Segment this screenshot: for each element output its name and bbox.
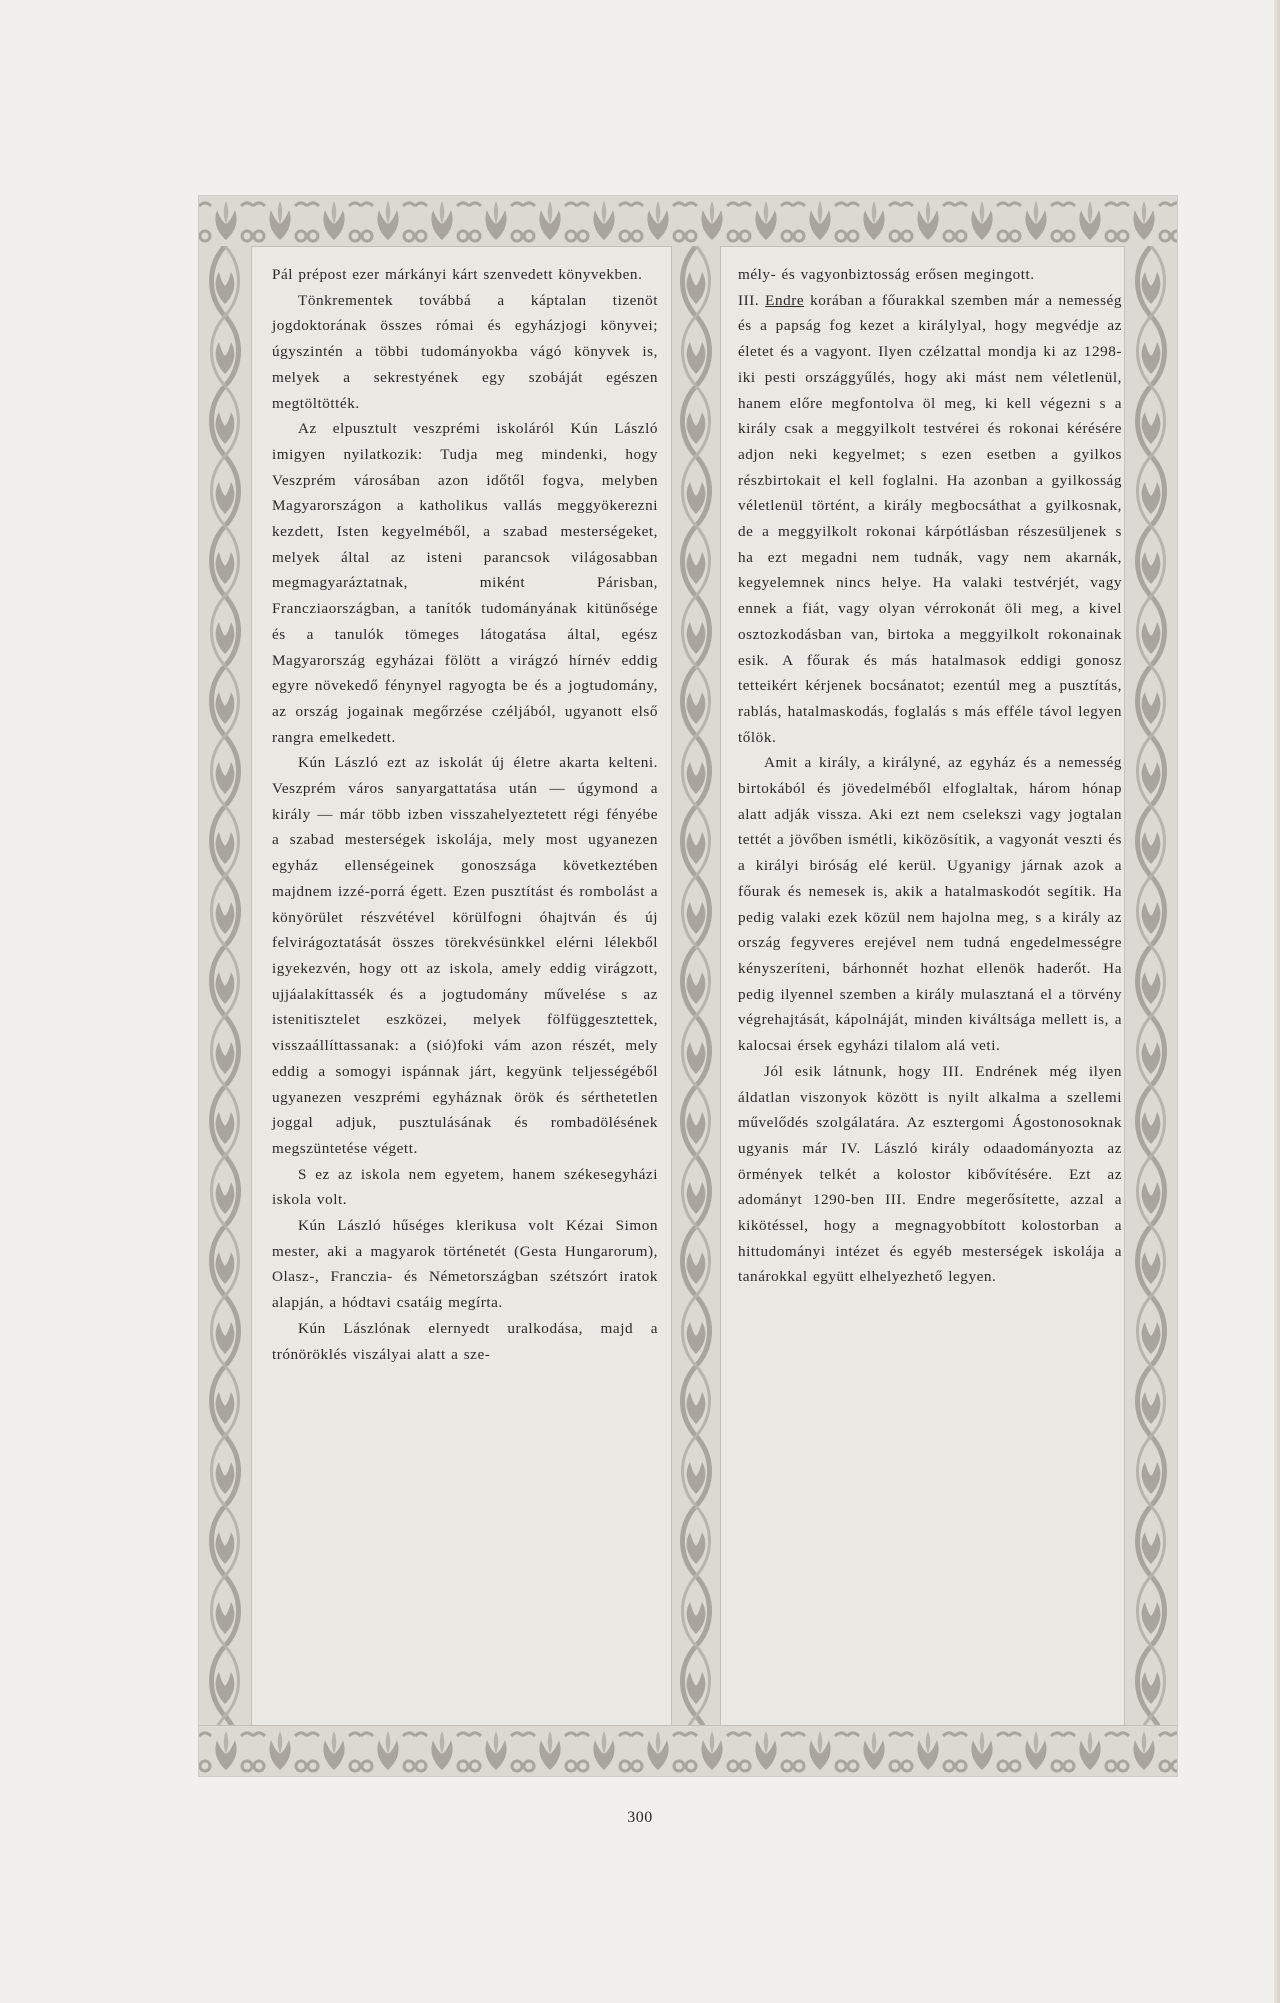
underlined-name: Endre [765,291,805,309]
palmette-ornament-top [199,196,1177,246]
scroll-ornament-center [672,246,720,1726]
page-edge-shadow [1274,0,1280,2003]
palmette-ornament-bottom [199,1726,1177,1776]
page-number: 300 [627,1809,653,1826]
left-text-column [272,262,658,1367]
scroll-ornament-right [1125,246,1177,1726]
paragraph: Kún László ezt az iskolát új életre akarta kelteni. Veszprém város sanyargattatása után — úgymond a király — már több izben visszahelyeztetett régi fényébe a szabad mesterségek iskolája, mely most ugyanezen egyház ellenségeinek gonoszsága következtében majdnem izzé-porrá égett. Ezen pusztítást és rombolást a könyörület részvétével körülfogni óhajtván és új felvirágoztatását összes törekvésünkkel elérni lélekből igyekezvén, hogy ott az iskola, amely eddig virágzott, ujjáalakíttassék és a jogtudomány művelése s az istenitisztelet eszközei, melyek fölfüggesztettek, visszaállíttassanak: a (sió)foki vám azon részét, mely eddig a somogyi ispánnak járt, kegyünk teljességéből ugyanezen veszprémi egyháznak örök és sérthetetlen joggal adjuk, pusztulásának és rombadölésének megszüntetése végett. [272,754,658,1157]
paragraph: mély- és vagyonbiztosság erősen megingott. [738,266,1035,283]
paragraph: Kún Lászlónak elernyedt uralkodása, majd a trónöröklés viszályai alatt a sze- [272,1319,658,1363]
paragraph: Amit a király, a királyné, az egyház és a nemesség birtokából és jövedelméből elfoglaltak, három hónap alatt adják vissza. Aki ezt nem cselekszi vagy jogtalan tettét a jövőben ismétli, kiközösítik, a vagyonát veszti és a királyi biróság elé kerül. Ugyanigy járnak azok a főurak és nemesek is, akik a hatalmaskodót segítik. Ha pedig valaki ezek közül nem hajolna meg, s a király az ország fegyveres erejével nem tudná engedelmességre kényszeríteni, bárhonnét hozhat ellenök haderőt. Ha pedig ilyennel szemben a király mulasztaná el a törvény végrehajtását, kápolnáját, minden kiváltsága mellett is, a kalocsai érsek egyházi tilalom alá veti. [738,754,1122,1055]
left-ornament-band [199,246,252,1726]
paragraph: Jól esik látnunk, hogy III. Endrének még ilyen áldatlan viszonyok között is nyilt alkalma a szellemi művelődés szolgálatára. Az esztergomi Ágostonosoknak ugyanis már IV. László király odaadományozta az örmények telkét a kolostor kibővítésére. Ezt az adományt 1290-ben III. Endre megerősítette, azzal a kikötéssel, hogy a megnagyobbított kolostorban a hittudományi intézet és egyéb mesterségek iskolája a tanárokkal együtt elhelyezhető legyen. [738,1062,1122,1286]
paragraph: Pál prépost ezer márkányi kárt szenvedett könyvekben. [272,266,643,283]
paragraph: Kún László hűséges klerikusa volt Kézai Simon mester, aki a magyarok történetét (Gesta Hungarorum), Olasz-, Franczia- és Németországban szétszórt iratok alapján, a hódtavi csatáig megírta. [272,1217,658,1312]
center-ornament-band [671,246,721,1726]
paragraph: S ez az iskola nem egyetem, hanem székesegyházi iskola volt. [272,1165,658,1209]
right-ornament-band [1124,246,1177,1726]
paragraph: III. Endre korában a főurakkal szemben már a nemesség és a papság fog kezet a királylyal, hogy megvédje az életet és a vagyont. Ilyen czélzattal mondja ki az 1298-iki pesti országgyűlés, hogy aki mást nem véletlenül, hanem előre megfontolva öl meg, ki kell végezni s a király csak a meggyilkolt testvérei és rokonai kérésére adjon neki kegyelmet; s ezen esetben a gyilkos részbirtokait el kell foglalni. Ha azonban a gyilkosság véletlenül történt, a király megbocsáthat a gyilkosnak, de a meggyilkolt rokonai kárpótlásban részesüljenek s ha ezt megadni nem tudnák, vagy nem akarnák, kegyelemnek nincs helye. Ha valaki testvérjét, vagy ennek a fiát, vagy olyan vérrokonát öli meg, a kivel osztozkodásban van, birtoka a meggyilkolt rokonainak esik. A főurak és más hatalmasok eddigi gonosz tetteikért kérjenek bocsánatot; ezentúl meg a pusztítás, rablás, hatalmaskodás, foglalás s más efféle távol legyen tőlök. [738,291,1122,746]
top-ornament-band [199,196,1177,247]
scroll-ornament-left [199,246,251,1726]
bottom-ornament-band [199,1725,1177,1776]
right-text-column [738,262,1122,1290]
paragraph: Az elpusztult veszprémi iskoláról Kún László imigyen nyilatkozik: Tudja meg mindenki, hogy Veszprém városában azon időtől fogva, melyben Magyarországon a katholikus vallás meggyökerezni kezdett, Isten kegyelméből, a szabad mesterségeket, melyek által az isteni parancsok világosabban megmagyaráztatnak, miként Párisban, Francziaországban, a tanítók tudományának kitünősége és a tanulók tömeges látogatása által, egész Magyarország egyházai fölött a virágzó hírnév eddig egyre növekedő fénynyel ragyogta be és a jogtudomány, az ország jogainak megőrzése czéljából, ugyanott első rangra emelkedett. [272,420,658,746]
paragraph: Tönkrementek továbbá a káptalan tizenöt jogdoktorának összes római és egyházjogi könyvei; úgyszintén a többi tudományokba vágó könyvek is, melyek a sekrestyének egy szobáját egészen megtöltötték. [272,291,658,412]
